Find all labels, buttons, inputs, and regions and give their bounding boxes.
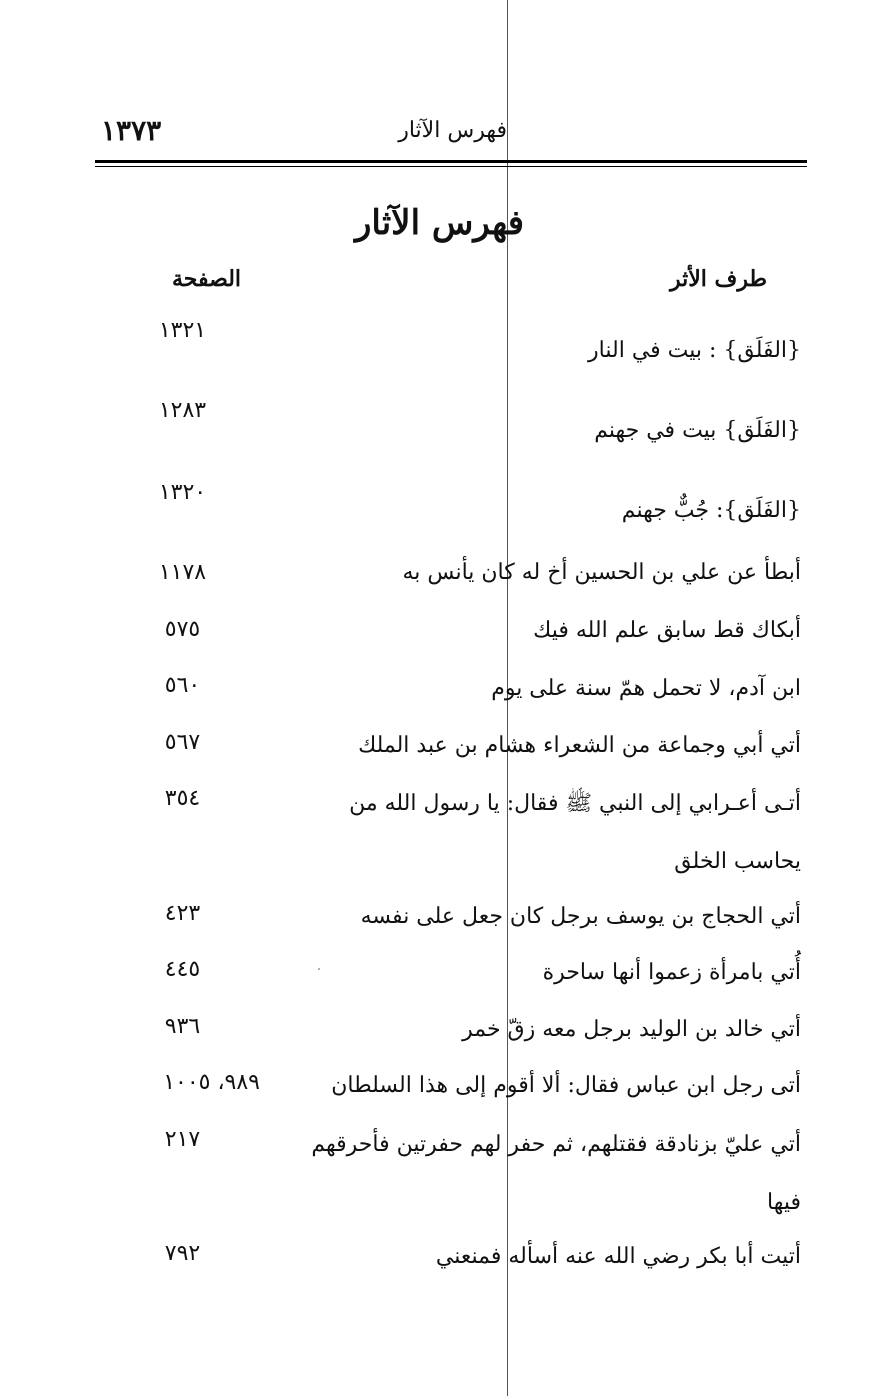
- header-rule-thick: [95, 160, 807, 163]
- entry-page: ١٣٢٠: [158, 480, 207, 505]
- entry-text: أبطأ عن علي بن الحسين أخ له كان يأنس به: [402, 560, 801, 585]
- entry-page: ٥٧٥: [164, 617, 201, 642]
- entry-page: ٤٢٣: [164, 901, 201, 926]
- entry-text: أبكاك قط سابق علم الله فيك: [533, 618, 801, 643]
- header-rule-thin: [95, 166, 807, 167]
- entry-page: ٩٣٦: [164, 1014, 201, 1039]
- entry-page: ٩٨٩، ١٠٠٥: [163, 1070, 260, 1095]
- entry-text: {الفَلَق}: جُبٌّ جهنم: [621, 498, 801, 523]
- column-header-page: الصفحة: [172, 266, 242, 292]
- entry-text: أتيت أبا بكر رضي الله عنه أسأله فمنعني: [435, 1244, 801, 1269]
- entry-text: أُتي بامرأة زعموا أنها ساحرة: [542, 960, 801, 985]
- column-header-text: طرف الأثر: [669, 266, 767, 292]
- entry-page: ١٣٢١: [158, 318, 207, 343]
- entry-page: ١٢٨٣: [158, 398, 207, 423]
- entry-text: أتى رجل ابن عباس فقال: ألا أقوم إلى هذا السلطان: [331, 1073, 801, 1098]
- entry-page: ٥٦٧: [164, 730, 201, 755]
- entry-text: أتي خالد بن الوليد برجل معه زقّ خمر: [462, 1017, 801, 1042]
- running-header: [95, 110, 807, 146]
- entry-page: ٥٦٠: [164, 673, 201, 698]
- page-number: ١٣٧٣: [101, 114, 162, 147]
- entry-text: أتـى أعـرابي إلى النبي ﷺ فقال: يا رسول الله من يحاسب الخلق: [349, 791, 801, 874]
- entry-page: ٧٩٢: [164, 1241, 201, 1266]
- entry-text: {الفَلَق} : بيت في النار: [588, 338, 801, 363]
- entry-text: أتي عليّ بزنادقة فقتلهم، ثم حفر لهم حفرتين فأحرقهم فيها: [311, 1132, 801, 1215]
- page-title: فهرس الآثار: [354, 203, 525, 243]
- entry-text: أتي أبي وجماعة من الشعراء هشام بن عبد الملك: [358, 733, 801, 758]
- entry-page: ٣٥٤: [164, 786, 201, 811]
- stray-dot: [318, 968, 320, 970]
- running-title: فهرس الآثار: [398, 118, 507, 143]
- entry-text: أتي الحجاج بن يوسف برجل كان جعل على نفسه: [360, 904, 801, 929]
- entry-page: ٤٤٥: [164, 957, 201, 982]
- entry-text: ابن آدم، لا تحمل همّ سنة على يوم: [491, 676, 801, 701]
- entry-text: {الفَلَق} بيت في جهنم: [594, 418, 801, 443]
- entry-page: ١١٧٨: [158, 560, 207, 585]
- entry-page: ٢١٧: [164, 1127, 201, 1152]
